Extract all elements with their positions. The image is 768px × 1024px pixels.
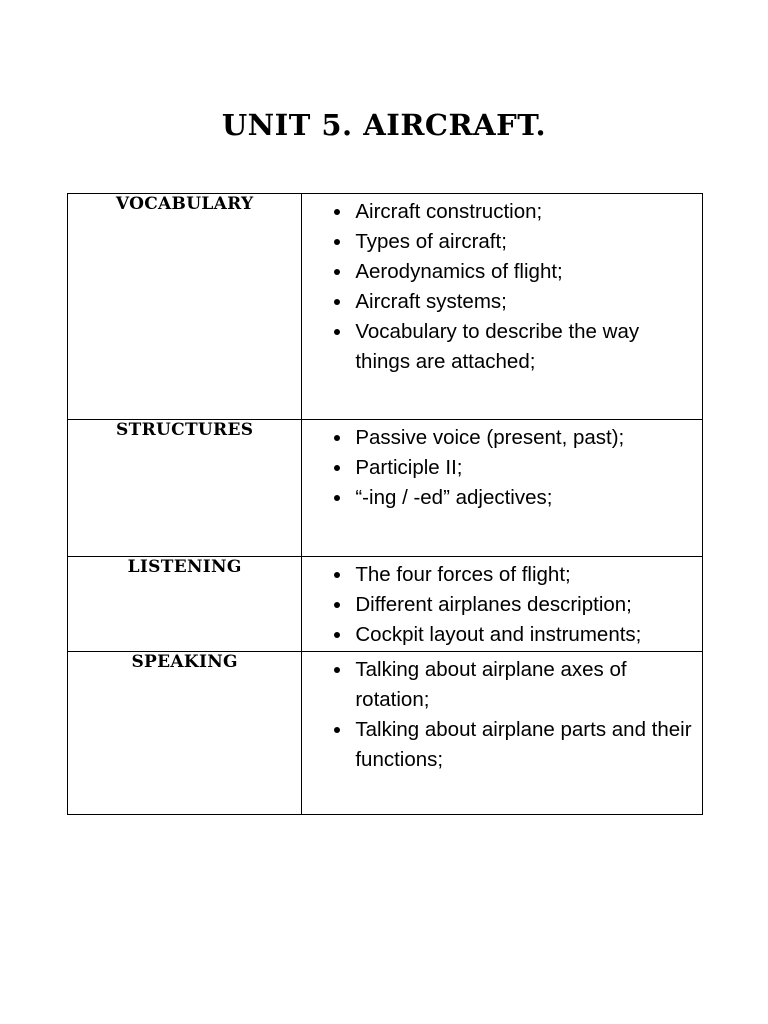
section-row-structures (68, 420, 703, 557)
section-content (302, 557, 703, 652)
section-content (302, 420, 703, 557)
list-item: Aircraft construction; (326, 197, 694, 227)
list-item: Types of aircraft; (326, 227, 694, 257)
list-item: The four forces of flight; (326, 560, 694, 590)
section-row-listening (68, 557, 703, 652)
list-item: Talking about airplane parts and their functions; (326, 715, 694, 775)
topic-list (302, 420, 702, 513)
list-item: Aircraft systems; (326, 287, 694, 317)
list-item: Participle II; (326, 453, 694, 483)
section-row-vocabulary (68, 194, 703, 420)
list-item: Talking about airplane axes of rotation; (326, 655, 694, 715)
page-title: UNIT 5. AIRCRAFT. (221, 108, 547, 142)
list-item: Aerodynamics of flight; (326, 257, 694, 287)
section-label: LISTENING (68, 557, 302, 652)
syllabus-table (67, 193, 703, 815)
list-item: “-ing / -ed” adjectives; (326, 483, 694, 513)
topic-list (302, 194, 702, 377)
section-label: SPEAKING (68, 652, 302, 815)
section-label: STRUCTURES (68, 420, 302, 557)
section-row-speaking (68, 652, 703, 815)
list-item: Passive voice (present, past); (326, 423, 694, 453)
topic-list (302, 652, 702, 775)
section-content (302, 194, 703, 420)
list-item: Different airplanes description; (326, 590, 694, 620)
section-content (302, 652, 703, 815)
list-item: Vocabulary to describe the way things are attached; (326, 317, 694, 377)
section-label: VOCABULARY (68, 194, 302, 420)
topic-list (302, 557, 702, 650)
list-item: Cockpit layout and instruments; (326, 620, 694, 650)
